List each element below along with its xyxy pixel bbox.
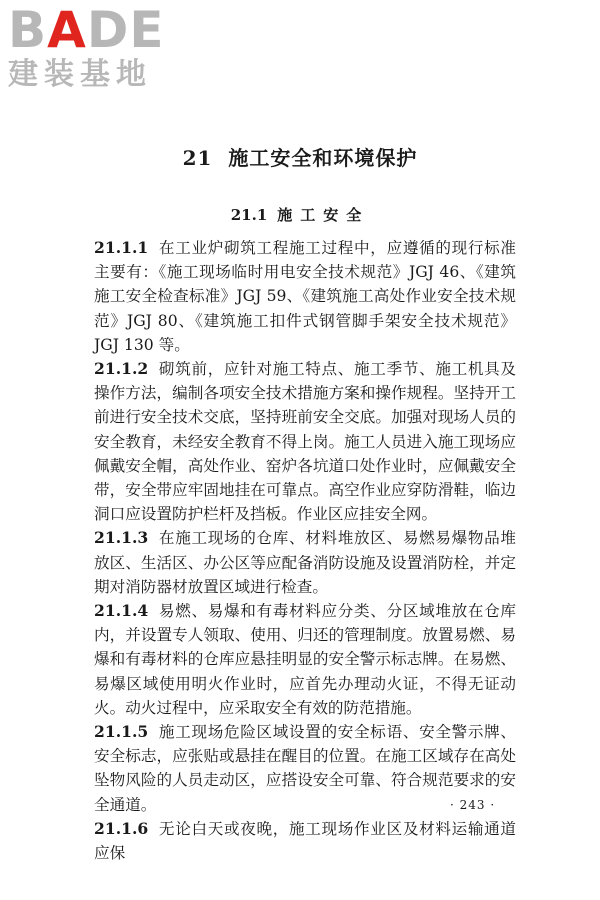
chapter-title-text: 施工安全和环境保护 <box>228 146 418 170</box>
logo-letters-de: DE <box>86 1 165 59</box>
clause-number: 21.1.1 <box>94 238 149 257</box>
section-title-text: 施工安全 <box>277 206 370 224</box>
clause-number: 21.1.3 <box>94 528 149 548</box>
clause-text: 在工业炉砌筑工程施工过程中，应遵循的现行标准主要有：《施工现场临时用电安全技术规范》JGJ 46、《建筑施工安全检查标准》JGJ 59、《建筑施工高处作业安全技术规范》JGJ 80、《建筑施工扣件式钢管脚手架安全技术规范》JGJ 130 等。 <box>94 239 516 354</box>
clause-text: 在施工现场的仓库、材料堆放区、易燃易爆物品堆放区、生活区、办公区等应配备消防设施及设置消防栓，并定期对消防器材放置区域进行检查。 <box>94 529 516 596</box>
clause-text: 易燃、易爆和有毒材料应分类、分区域堆放在仓库内，并设置专人领取、使用、归还的管理制度。放置易燃、易爆和有毒材料的仓库应悬挂明显的安全警示标志牌。在易燃、易爆区域使用明火作业时，应首先办理动火证，不得无证动火。动火过程中，应采取安全有效的防范措施。 <box>94 602 516 717</box>
logo-subtitle: 建装基地 <box>8 57 152 92</box>
clause-text: 砌筑前，应针对施工特点、施工季节、施工机具及操作方法，编制各项安全技术措施方案和操作规程。坚持开工前进行安全技术交底，坚持班前安全交底。加强对现场人员的安全教育，未经安全教育不得上岗。施工人员进入施工现场应佩戴安全帽，高处作业、窑炉各坑道口处作业时，应佩戴安全带，安全带应牢固地挂在可靠点。高空作业应穿防滑鞋，临边洞口应设置防护栏杆及挡板。作业区应挂安全网。 <box>94 360 516 524</box>
page-number: · 243 · <box>450 798 496 812</box>
clause-paragraph <box>94 599 516 720</box>
clause-paragraph <box>94 357 516 526</box>
clause-number: 21.1.6 <box>94 818 149 838</box>
section-title <box>0 204 600 225</box>
logo-wordmark <box>8 1 188 59</box>
clause-text: 施工现场危险区域设置的安全标语、安全警示牌、安全标志，应张贴或悬挂在醒目的位置。在施工区域存在高处坠物风险的人员走动区，应搭设安全可靠、符合规范要求的安全通道。 <box>94 723 516 814</box>
clause-text: 无论白天或夜晚，施工现场作业区及材料运输通道应保 <box>94 819 516 863</box>
logo-letter-b: B <box>8 1 48 59</box>
clause-number: 21.1.5 <box>94 722 149 742</box>
section-number: 21.1 <box>230 206 268 224</box>
clause-number: 21.1.2 <box>94 359 149 379</box>
logo-letter-a-accent: A <box>47 1 87 59</box>
body-text <box>94 236 516 865</box>
clause-paragraph <box>94 526 516 599</box>
bade-logo <box>8 1 188 92</box>
clause-paragraph <box>94 817 516 865</box>
clause-number: 21.1.4 <box>94 601 149 621</box>
chapter-number: 21 <box>182 146 213 170</box>
chapter-title <box>0 142 600 171</box>
clause-paragraph <box>94 236 516 357</box>
